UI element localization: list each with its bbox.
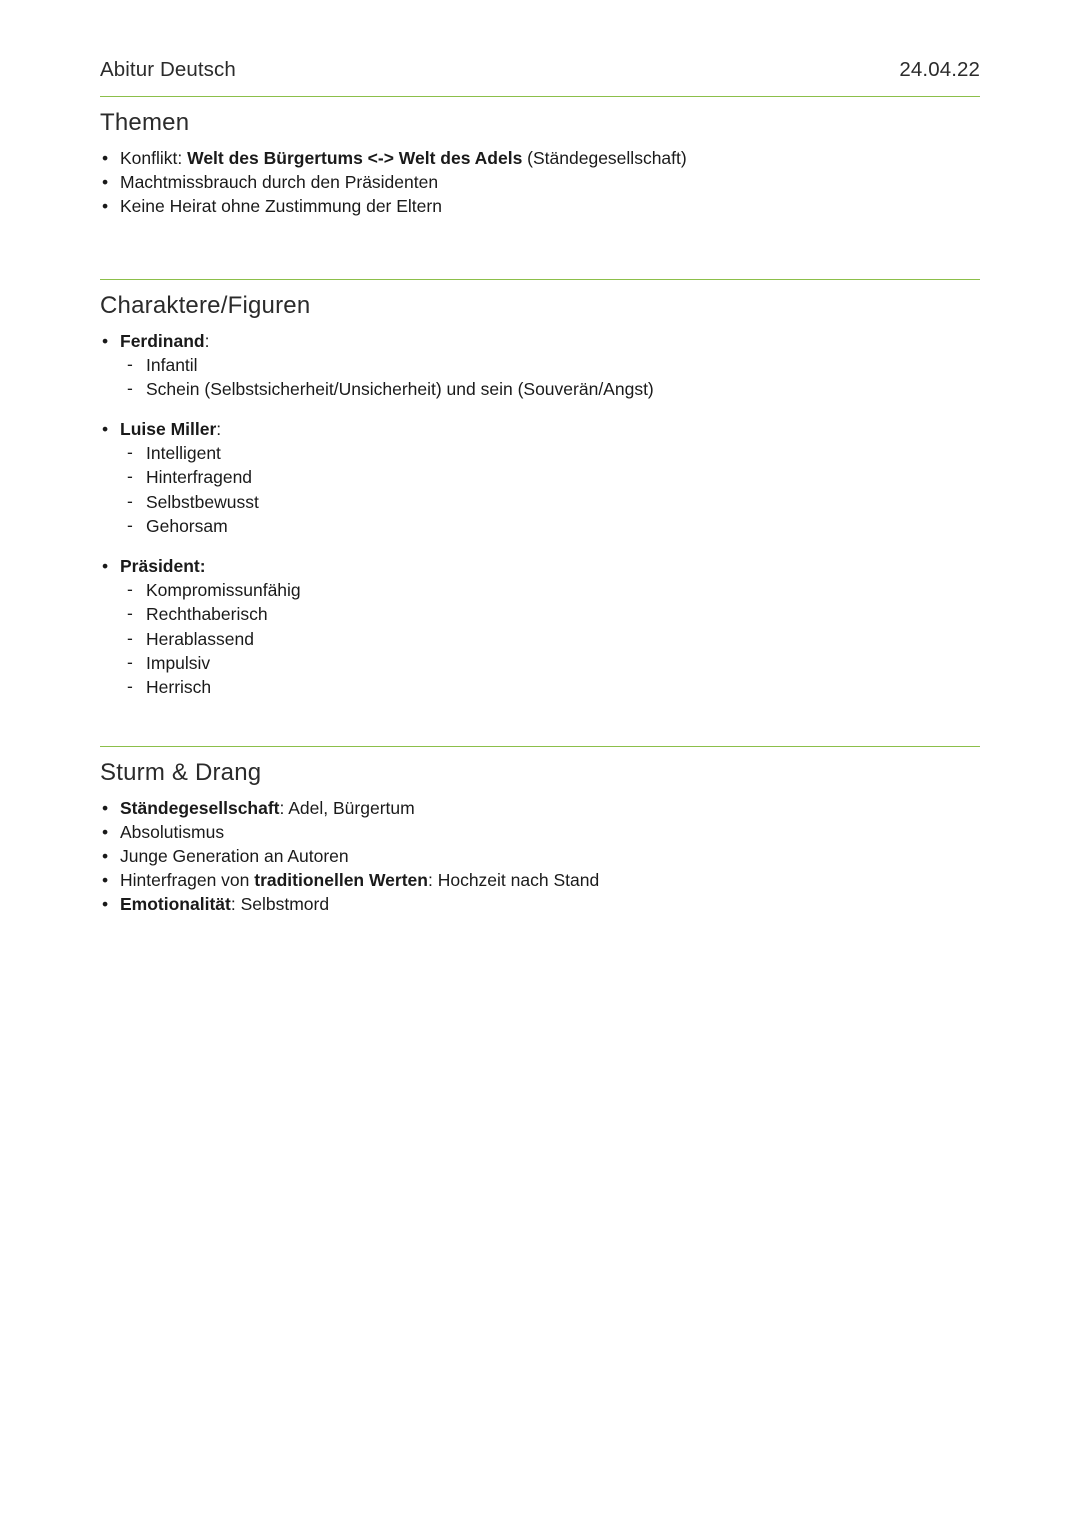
trait-text: Intelligent — [146, 443, 221, 464]
section-title-themen: Themen — [100, 109, 190, 136]
list-item — [100, 821, 980, 844]
list-item — [100, 797, 980, 820]
section-title-sturm-drang: Sturm & Drang — [100, 759, 262, 787]
list-item — [100, 893, 980, 916]
character-group-ferdinand — [100, 330, 980, 401]
list-item-text: Emotionalität: Selbstmord — [120, 894, 330, 915]
dash-icon: - — [127, 466, 133, 487]
character-traits-ferdinand — [100, 354, 980, 402]
bullet-icon: • — [102, 870, 109, 891]
bullet-icon: • — [102, 195, 109, 216]
list-item-text: Junge Generation an Autoren — [120, 846, 349, 867]
trait-text: Impulsiv — [146, 652, 211, 673]
list-item — [126, 652, 980, 675]
themen-list — [100, 147, 980, 218]
dash-icon: - — [127, 442, 133, 463]
trait-text: Herrisch — [146, 677, 212, 698]
list-item — [126, 354, 980, 377]
list-item-text: Absolutismus — [120, 822, 225, 843]
dash-icon: - — [127, 353, 133, 374]
list-item — [126, 442, 980, 465]
character-group-luise-miller — [100, 418, 980, 538]
dash-icon: - — [127, 603, 133, 624]
bullet-icon: • — [102, 798, 109, 819]
section-themen — [100, 109, 980, 218]
character-name: Luise Miller: — [120, 419, 222, 440]
character-group-praesident — [100, 555, 980, 699]
document-header — [100, 58, 980, 96]
bullet-icon: • — [102, 846, 109, 867]
list-item — [126, 515, 980, 538]
section-divider-sturm-drang — [100, 746, 980, 747]
section-gap — [100, 219, 980, 279]
character-traits-luise-miller — [100, 442, 980, 538]
character-name: Ferdinand: — [120, 330, 210, 351]
list-item — [100, 418, 980, 441]
dash-icon: - — [127, 490, 133, 511]
document-date: 24.04.22 — [899, 58, 980, 81]
list-item — [126, 676, 980, 699]
list-item-text: Machtmissbrauch durch den Präsidenten — [120, 171, 439, 192]
list-item — [126, 491, 980, 514]
trait-text: Kompromissunfähig — [146, 580, 301, 601]
character-name: Präsident: — [120, 556, 206, 577]
trait-text: Selbstbewusst — [146, 491, 259, 512]
sturm-drang-list — [100, 797, 980, 916]
bullet-icon: • — [102, 894, 109, 915]
character-traits-praesident — [100, 579, 980, 699]
dash-icon: - — [127, 514, 133, 535]
list-item — [100, 195, 980, 218]
character-heading-list — [100, 418, 980, 441]
list-item — [100, 555, 980, 578]
trait-text: Infantil — [146, 354, 198, 375]
list-item — [100, 330, 980, 353]
list-item-text: Keine Heirat ohne Zustimmung der Eltern — [120, 195, 442, 216]
character-heading-list — [100, 555, 980, 578]
list-item-text: Konflikt: Welt des Bürgertums <-> Welt des Adels (Ständegesellschaft) — [120, 148, 687, 168]
document-title: Abitur Deutsch — [100, 58, 236, 81]
list-item-text: Ständegesellschaft: Adel, Bürgertum — [120, 798, 415, 819]
list-item — [126, 579, 980, 602]
trait-text: Gehorsam — [146, 515, 228, 536]
list-item — [126, 466, 980, 489]
list-item — [100, 869, 980, 892]
trait-text: Hinterfragend — [146, 467, 253, 488]
section-sturm-drang — [100, 759, 980, 916]
list-item — [126, 628, 980, 651]
trait-text: Rechthaberisch — [146, 604, 268, 625]
character-heading-list — [100, 330, 980, 353]
section-charaktere — [100, 292, 980, 700]
dash-icon: - — [127, 651, 133, 672]
bullet-icon: • — [102, 148, 109, 168]
dash-icon: - — [127, 627, 133, 648]
list-item — [100, 171, 980, 194]
header-divider — [100, 96, 980, 97]
list-item — [100, 147, 980, 170]
bullet-icon: • — [102, 822, 109, 843]
section-gap — [100, 700, 980, 746]
section-title-charaktere: Charaktere/Figuren — [100, 291, 311, 319]
list-item — [126, 603, 980, 626]
trait-text: Herablassend — [146, 628, 254, 649]
bullet-icon: • — [102, 556, 109, 577]
section-divider-charaktere — [100, 279, 980, 280]
dash-icon: - — [127, 579, 133, 600]
list-item — [126, 378, 980, 401]
bullet-icon: • — [102, 171, 109, 192]
bullet-icon: • — [102, 330, 109, 351]
dash-icon: - — [127, 676, 133, 697]
bullet-icon: • — [102, 419, 109, 440]
list-item — [100, 845, 980, 868]
list-item-text: Hinterfragen von traditionellen Werten: Hochzeit nach Stand — [120, 870, 600, 891]
dash-icon: - — [127, 377, 133, 398]
trait-text: Schein (Selbstsicherheit/Unsicherheit) und sein (Souverän/Angst) — [146, 378, 654, 399]
